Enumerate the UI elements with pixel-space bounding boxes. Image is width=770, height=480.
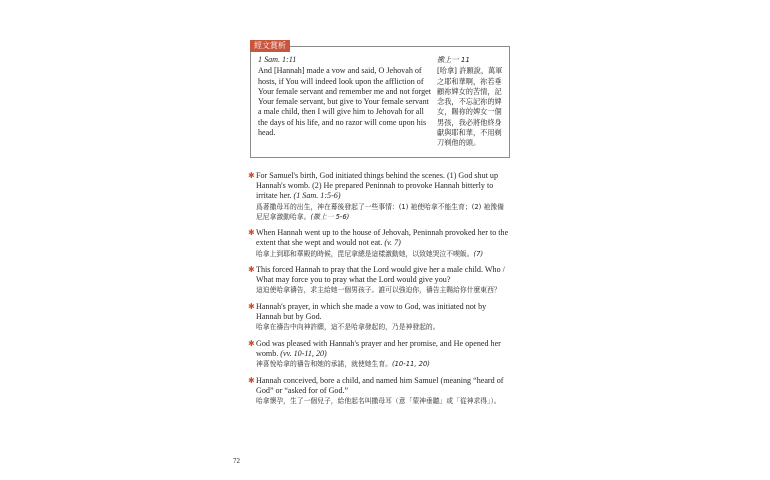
point-chinese <box>256 359 510 369</box>
list-item <box>248 171 510 222</box>
point-chinese <box>256 322 510 332</box>
point-chinese <box>256 396 510 406</box>
point-english <box>256 302 510 322</box>
point-english-text: For Samuel's birth, God initiated things behind the scenes. (1) God shut up Hannah's womb. (2) He prepared Peninnah to provoke Hannah bitterly to irritate her. <box>256 171 498 201</box>
point-english-text: When Hannah went up to the house of Jehovah, Peninnah provoked her to the extent that she wept and would not eat. <box>256 228 509 248</box>
verse-chinese-text: [哈拿] 許願說，萬軍之耶和華啊，祢若垂顧祢婢女的苦情，記念我，不忘記祢的婢女，賜祢的婢女一個男孩，我必將他終身獻與耶和華，不用剃刀剃他的頭。 <box>437 66 503 148</box>
point-english <box>256 339 510 359</box>
list-item <box>248 228 510 258</box>
list-item <box>248 265 510 295</box>
bullet-icon: ✱ <box>248 301 255 311</box>
point-english <box>256 171 510 202</box>
point-chinese-text: 神喜悅哈拿的禱告和她的承諾，就使她生育。 <box>256 360 392 369</box>
point-chinese-citation: (10-11, 20) <box>391 360 430 369</box>
point-chinese-text: 爲著撒母耳的出生，神在幕後發起了一些事情：(1) 祂使哈拿不能生育；(2) 祂豫備尼尼拿激動哈拿。 <box>256 202 504 221</box>
point-english-text: Hannah conceived, bore a child, and named him Samuel (meaning “heard of God” or “asked for of God.” <box>256 375 504 395</box>
verse-chinese-reference: 撒上一 11 <box>437 55 470 64</box>
point-chinese-text: 哈拿懷孕，生了一個兒子，給他起名叫撒母耳（意「蒙神垂聽」或「從神求得」）。 <box>256 397 501 406</box>
point-chinese-text: 哈拿上到耶和華殿的時候，毘尼拿總是這樣激動她，以致她哭泣不喫飯。 <box>256 249 474 258</box>
list-item <box>248 376 510 406</box>
point-english-citation: (vv. 10-11, 20) <box>280 349 327 359</box>
point-chinese-text: 哈拿在禱告中向神許願，這不是哈拿發起的，乃是神發起的。 <box>256 323 440 332</box>
verse-box <box>250 41 510 158</box>
bullet-icon: ✱ <box>248 171 255 180</box>
page-number: 72 <box>233 457 240 465</box>
verse-english-text: And [Hannah] made a vow and said, O Jehovah of hosts, if You will indeed look upon the affliction of Your female servant and remember me and not forget Your female servant, but give to Your female servant a male child, then I will give him to Jehovah for all the days of his life, and no razor will come upon his head. <box>258 66 431 138</box>
point-chinese-citation: (7) <box>473 249 484 258</box>
point-english <box>256 376 510 396</box>
point-english-text: God was pleased with Hannah's prayer and her promise, and He opened her womb. <box>256 338 501 359</box>
verse-chinese <box>437 55 507 149</box>
point-english <box>256 265 510 285</box>
point-english <box>256 228 510 248</box>
verse-english-reference: 1 Sam. 1:11 <box>258 55 297 64</box>
verse-english <box>258 55 433 138</box>
point-english-text: Hannah's prayer, in which she made a vow to God, was initiated not by Hannah but by God. <box>256 301 487 322</box>
bullet-icon: ✱ <box>248 338 255 348</box>
point-list <box>248 171 510 413</box>
bullet-icon: ✱ <box>248 228 255 238</box>
point-chinese <box>256 202 510 222</box>
point-english-citation: (v. 7) <box>384 238 401 248</box>
point-english-text: This forced Hannah to pray that the Lord would give her a male child. Who / What may force you to pray what the Lord would give you? <box>256 265 505 285</box>
point-chinese <box>256 285 510 295</box>
bullet-icon: ✱ <box>248 265 255 275</box>
point-chinese-text: 這迫使哈拿禱告，求主給她一個男孩子。誰可以強迫你，禱告主賜給你什麼東西？ <box>256 286 501 295</box>
verse-tag: 經文賞析 <box>250 40 290 52</box>
point-english-citation: (1 Sam. 1:5-6) <box>293 191 341 201</box>
bullet-icon: ✱ <box>248 375 255 385</box>
list-item <box>248 339 510 369</box>
point-chinese-citation: (撒上一 5-6) <box>310 212 350 221</box>
point-chinese <box>256 249 510 259</box>
list-item <box>248 302 510 332</box>
